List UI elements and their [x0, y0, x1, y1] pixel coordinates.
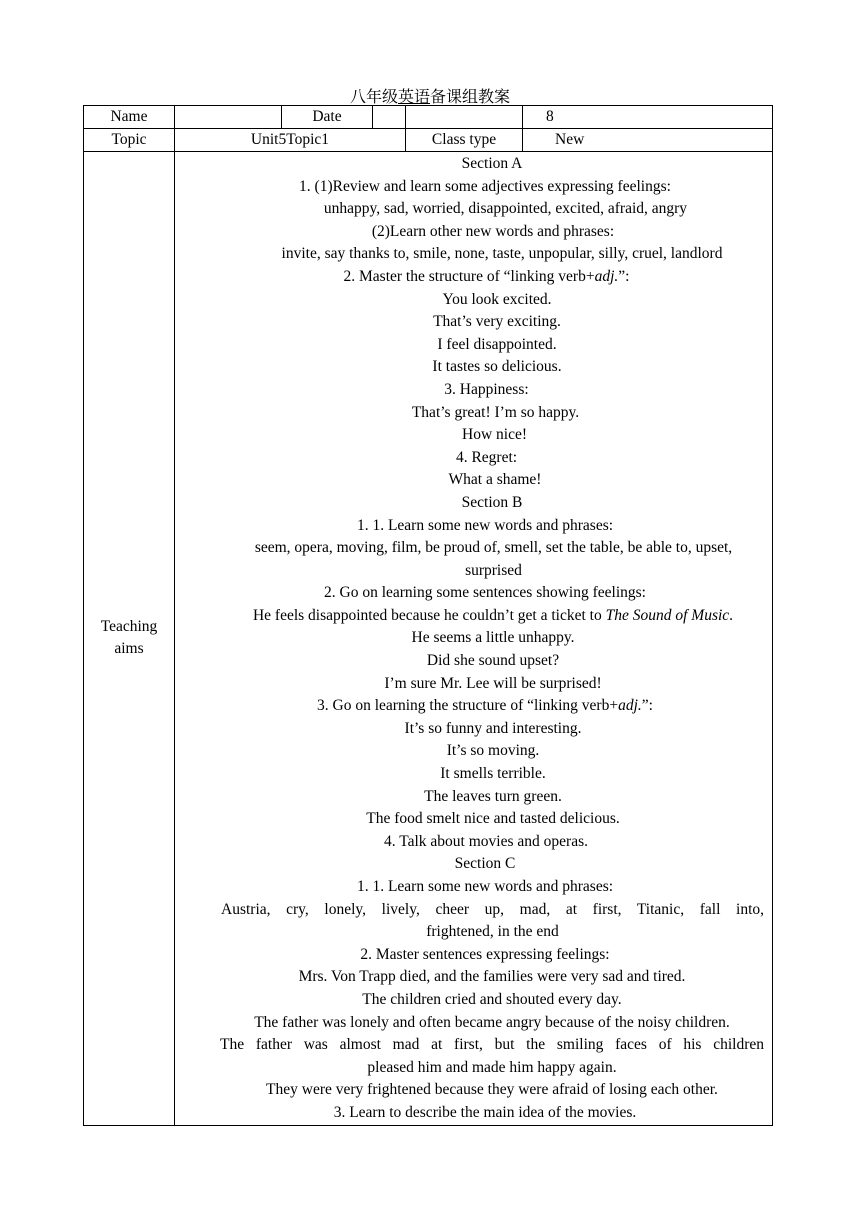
example-line: The father was almost mad at first, but the smiling faces of his children: [220, 1036, 764, 1054]
grade-label: [406, 106, 523, 129]
example-line: The father was lonely and often became angry because of the noisy children.: [254, 1013, 730, 1031]
header-row-name: [84, 106, 773, 129]
aim-text: 3. Go on learning the structure of “linking verb+: [317, 697, 619, 715]
example-line: How nice!: [462, 426, 527, 444]
aim-line: 4. Regret:: [455, 448, 518, 466]
aim-text: 2. Master the structure of “linking verb+: [343, 267, 595, 285]
aim-line: [175, 266, 764, 289]
name-label: Name: [84, 106, 175, 129]
example-text: He feels disappointed because he couldn’t get a ticket to: [252, 606, 606, 624]
teaching-aims-label: [84, 152, 175, 1126]
example-line: It’s so moving.: [446, 742, 540, 760]
aims-label-line-1: Teaching: [100, 618, 158, 636]
teaching-aims-content: [175, 152, 773, 1126]
class-type-value: New: [523, 129, 773, 152]
section-c-heading: Section C: [454, 855, 516, 873]
aim-line: 4. Talk about movies and operas.: [384, 832, 588, 850]
aim-line: 1. 1. Learn some new words and phrases:: [356, 516, 614, 534]
title-prefix: 八年级: [349, 89, 398, 106]
aim-line: 3. Learn to describe the main idea of the movies.: [333, 1103, 637, 1121]
section-a-heading: Section A: [461, 155, 523, 172]
lesson-plan-table: [83, 105, 773, 1126]
example-text: .: [729, 606, 734, 624]
aim-text: ”:: [641, 697, 653, 715]
aim-line: invite, say thanks to, smile, none, taste, unpopular, silly, cruel, landlord: [281, 245, 723, 263]
date-value: [373, 106, 406, 129]
aim-text: ”:: [618, 267, 630, 285]
title-suffix: 备课组教案: [430, 89, 511, 106]
example-line: That’s very exciting.: [433, 313, 561, 331]
example-line: They were very frightened because they were afraid of losing each other.: [266, 1081, 718, 1099]
aim-line: frightened, in the end: [426, 923, 559, 941]
aims-label-line-2: aims: [114, 640, 144, 658]
aim-line: unhappy, sad, worried, disappointed, excited, afraid, angry: [323, 200, 688, 218]
example-line: Did she sound upset?: [426, 652, 560, 670]
topic-value: Unit5Topic1: [175, 129, 406, 152]
movie-title: The Sound of Music: [605, 606, 730, 624]
example-line: It’s so funny and interesting.: [404, 719, 582, 737]
name-value: [175, 106, 282, 129]
topic-label: Topic: [84, 129, 175, 152]
example-line: The food smelt nice and tasted delicious.: [366, 810, 620, 828]
aim-line: surprised: [465, 561, 522, 579]
example-line: [175, 605, 764, 628]
header-row-topic: [84, 129, 773, 152]
example-line: That’s great! I’m so happy.: [411, 403, 580, 421]
example-line: I feel disappointed.: [437, 335, 557, 353]
example-line: What a shame!: [448, 471, 542, 489]
aim-line: 2. Go on learning some sentences showing feelings:: [324, 584, 646, 602]
aim-line: 3. Happiness:: [444, 380, 529, 398]
example-line: It smells terrible.: [440, 765, 546, 783]
example-line: Mrs. Von Trapp died, and the families were very sad and tired.: [298, 968, 686, 986]
aim-line: 1. (1)Review and learn some adjectives expressing feelings:: [299, 177, 671, 195]
example-line: The children cried and shouted every day.: [362, 990, 622, 1008]
aims-row: [84, 152, 773, 1126]
aim-line: Austria, cry, lonely, lively, cheer up, mad, at first, Titanic, fall into,: [221, 900, 764, 918]
example-line: pleased him and made him happy again.: [367, 1058, 617, 1076]
title-subject: 英语: [397, 89, 430, 106]
aim-line: [175, 695, 764, 718]
grade-value: 8: [523, 106, 773, 129]
class-type-label: Class type: [406, 129, 523, 152]
date-label: Date: [282, 106, 373, 129]
aim-line: (2)Learn other new words and phrases:: [371, 222, 615, 240]
example-line: I’m sure Mr. Lee will be surprised!: [384, 674, 602, 692]
aim-line: seem, opera, moving, film, be proud of, smell, set the table, be able to, upset,: [254, 539, 733, 557]
aim-text-italic: adj.: [594, 267, 619, 285]
example-line: It tastes so delicious.: [432, 358, 562, 376]
page-title: [0, 84, 860, 107]
example-line: The leaves turn green.: [424, 787, 562, 805]
example-line: He seems a little unhappy.: [411, 629, 575, 647]
aim-line: 2. Master sentences expressing feelings:: [360, 945, 610, 963]
section-b-heading: Section B: [461, 493, 523, 511]
example-line: You look excited.: [442, 290, 552, 308]
aim-line: 1. 1. Learn some new words and phrases:: [356, 878, 614, 895]
aim-text-italic: adj.: [618, 697, 642, 715]
